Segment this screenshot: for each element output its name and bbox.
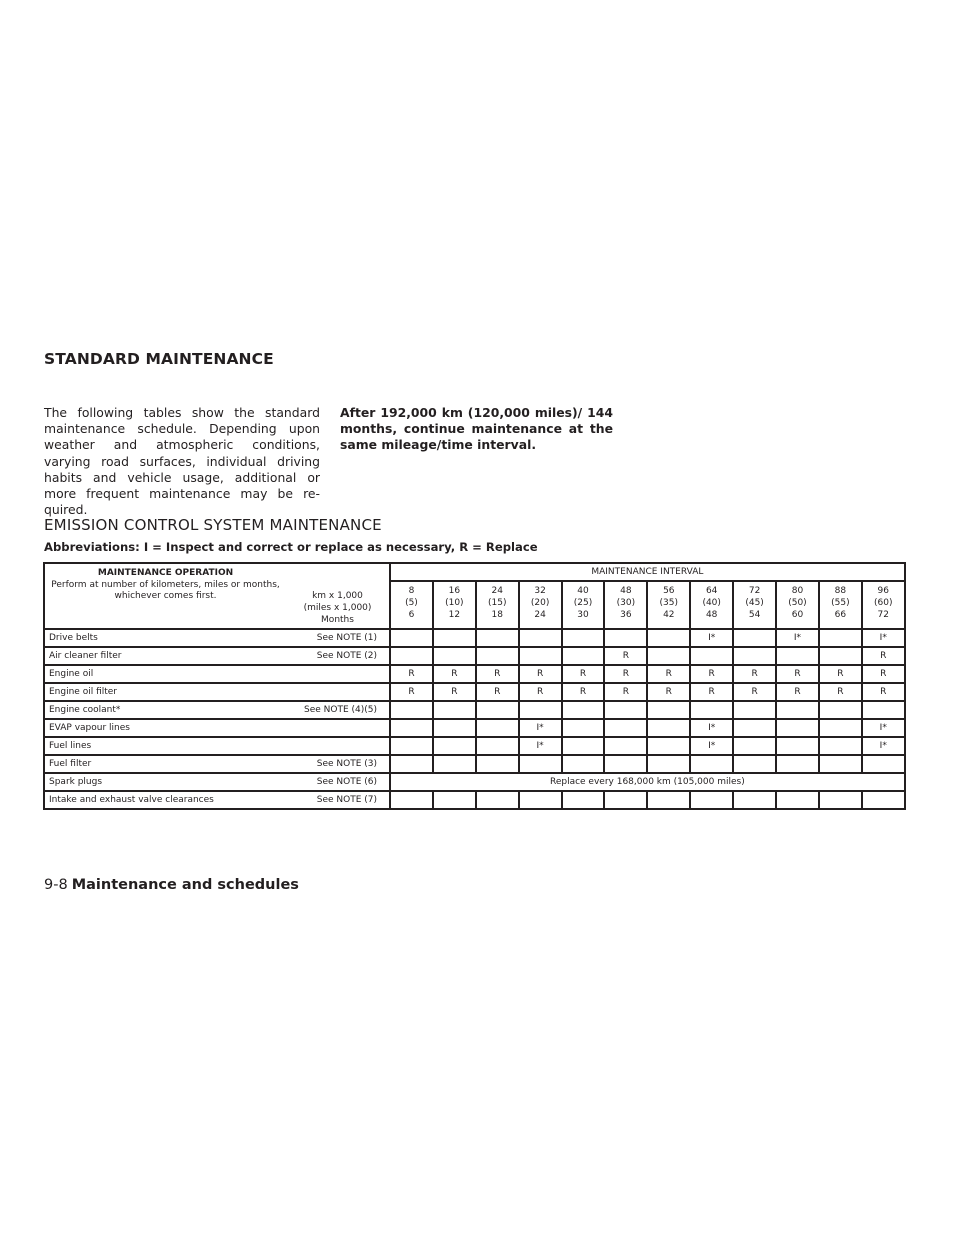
schedule-cell: [604, 701, 647, 719]
schedule-cell: R: [862, 665, 905, 683]
schedule-cell: [562, 791, 605, 809]
table-row: [44, 647, 905, 665]
schedule-cell: [862, 701, 905, 719]
schedule-cell: I*: [519, 719, 562, 737]
schedule-cell: [733, 719, 776, 737]
page-number: 9-8: [44, 877, 68, 893]
interval-km: 32: [534, 586, 546, 596]
schedule-cell: [776, 647, 819, 665]
interval-miles: (35): [659, 598, 679, 608]
maintenance-note: [286, 683, 390, 701]
schedule-cell: [604, 737, 647, 755]
schedule-cell: [776, 701, 819, 719]
schedule-cell: I*: [519, 737, 562, 755]
maintenance-item: Engine oil: [44, 665, 286, 683]
schedule-cell: R: [862, 647, 905, 665]
schedule-cell: R: [862, 683, 905, 701]
schedule-cell: [476, 755, 519, 773]
schedule-cell: [733, 755, 776, 773]
schedule-cell: R: [476, 665, 519, 683]
unit-km: km x 1,000: [312, 591, 363, 601]
schedule-cell: [604, 791, 647, 809]
schedule-cell: [433, 791, 476, 809]
schedule-cell: [476, 701, 519, 719]
maintenance-note: See NOTE (4)(5): [286, 701, 390, 719]
maintenance-note: See NOTE (3): [286, 755, 390, 773]
schedule-cell: I*: [862, 737, 905, 755]
maintenance-note: [286, 719, 390, 737]
interval-km: 96: [877, 586, 889, 596]
schedule-cell: I*: [862, 629, 905, 647]
schedule-cell: R: [476, 683, 519, 701]
schedule-cell: [776, 737, 819, 755]
table-row: [44, 665, 905, 683]
schedule-cell: [604, 629, 647, 647]
maintenance-note: See NOTE (2): [286, 647, 390, 665]
interval-months: 72: [877, 610, 889, 620]
unit-header: [286, 563, 390, 629]
schedule-cell: [433, 719, 476, 737]
interval-months: 36: [620, 610, 632, 620]
schedule-cell: [390, 737, 433, 755]
interval-months: 42: [663, 610, 675, 620]
schedule-cell: R: [604, 683, 647, 701]
continuation-note: After 192,000 km (120,000 miles)/ 144 months, continue maintenance at the same mileage/time interval.: [340, 405, 613, 453]
schedule-cell: R: [776, 665, 819, 683]
schedule-cell: [519, 791, 562, 809]
schedule-cell: [733, 647, 776, 665]
schedule-cell: [433, 701, 476, 719]
interval-km: 72: [748, 586, 761, 596]
schedule-cell: [562, 719, 605, 737]
schedule-cell: [519, 647, 562, 665]
schedule-cell: [690, 755, 733, 773]
interval-months: 48: [705, 610, 718, 620]
maintenance-note: See NOTE (7): [286, 791, 390, 809]
interval-km: 24: [491, 586, 503, 596]
schedule-cell: [776, 791, 819, 809]
interval-column-header: [476, 581, 519, 629]
table-row: [44, 791, 905, 809]
maintenance-item: EVAP vapour lines: [44, 719, 286, 737]
operation-title: MAINTENANCE OPERATION: [97, 568, 234, 578]
schedule-cell: [476, 737, 519, 755]
table-header-row: [44, 563, 905, 581]
table-row: [44, 719, 905, 737]
schedule-cell: [390, 701, 433, 719]
schedule-cell: [519, 755, 562, 773]
schedule-cell: [562, 755, 605, 773]
interval-miles: (25): [573, 598, 593, 608]
chapter-title: Maintenance and schedules: [71, 877, 299, 893]
table-row: [44, 755, 905, 773]
interval-header: MAINTENANCE INTERVAL: [390, 563, 905, 581]
interval-km: 88: [834, 586, 847, 596]
interval-column-header: [819, 581, 862, 629]
schedule-cell: I*: [690, 719, 733, 737]
schedule-cell: R: [776, 683, 819, 701]
operation-header: [44, 563, 286, 629]
schedule-cell: R: [819, 665, 862, 683]
interval-km: 8: [408, 586, 415, 596]
page-footer: [44, 877, 299, 893]
maintenance-note: [286, 665, 390, 683]
schedule-cell: R: [690, 683, 733, 701]
schedule-cell: [519, 629, 562, 647]
interval-column-header: [776, 581, 819, 629]
schedule-cell: [819, 737, 862, 755]
schedule-cell: [647, 701, 690, 719]
schedule-cell: R: [690, 665, 733, 683]
schedule-cell: [733, 629, 776, 647]
interval-column-header: [862, 581, 905, 629]
schedule-cell: [433, 629, 476, 647]
operation-description: Perform at number of kilometers, miles or months, whichever comes first.: [51, 579, 280, 601]
schedule-cell: [819, 629, 862, 647]
interval-column-header: [647, 581, 690, 629]
schedule-cell: [433, 647, 476, 665]
interval-miles: (45): [745, 598, 764, 608]
schedule-cell: [776, 719, 819, 737]
schedule-cell: I*: [690, 737, 733, 755]
schedule-cell: [390, 755, 433, 773]
interval-months: 54: [748, 610, 761, 620]
interval-km: 80: [791, 586, 804, 596]
schedule-cell: [819, 647, 862, 665]
schedule-cell: [733, 701, 776, 719]
interval-column-header: [733, 581, 776, 629]
table-row: [44, 629, 905, 647]
interval-months: 60: [791, 610, 804, 620]
interval-miles: (10): [445, 598, 464, 608]
maintenance-item: Engine oil filter: [44, 683, 286, 701]
schedule-cell: [862, 791, 905, 809]
table-heading: EMISSION CONTROL SYSTEM MAINTENANCE: [44, 516, 382, 534]
maintenance-item: Air cleaner filter: [44, 647, 286, 665]
abbreviations-legend: Abbreviations: I = Inspect and correct or replace as necessary, R = Replace: [44, 540, 538, 554]
schedule-cell: [604, 755, 647, 773]
schedule-cell: [562, 629, 605, 647]
table-row: [44, 773, 905, 791]
schedule-cell: [433, 737, 476, 755]
maintenance-item: Spark plugs: [44, 773, 286, 791]
interval-km: 16: [448, 586, 461, 596]
interval-column-header: [519, 581, 562, 629]
interval-miles: (20): [530, 598, 550, 608]
interval-column-header: [604, 581, 647, 629]
table-row: [44, 683, 905, 701]
interval-months: 6: [408, 610, 415, 620]
schedule-cell: R: [647, 665, 690, 683]
maintenance-note: See NOTE (1): [286, 629, 390, 647]
maintenance-note: See NOTE (6): [286, 773, 390, 791]
maintenance-item: Fuel lines: [44, 737, 286, 755]
interval-miles: (55): [831, 598, 850, 608]
schedule-cell: [433, 755, 476, 773]
schedule-cell: R: [433, 683, 476, 701]
schedule-cell: [819, 719, 862, 737]
schedule-cell: R: [562, 683, 605, 701]
interval-km: 40: [577, 586, 589, 596]
interval-miles: (5): [405, 598, 418, 608]
schedule-cell: R: [733, 665, 776, 683]
interval-months: 66: [834, 610, 847, 620]
interval-months: 12: [448, 610, 461, 620]
interval-km: 56: [663, 586, 675, 596]
schedule-cell: [776, 755, 819, 773]
interval-column-header: [690, 581, 733, 629]
schedule-cell: R: [433, 665, 476, 683]
schedule-cell: [690, 647, 733, 665]
interval-miles: (30): [616, 598, 636, 608]
schedule-cell: [390, 791, 433, 809]
schedule-cell: R: [562, 665, 605, 683]
schedule-cell: R: [604, 647, 647, 665]
schedule-cell: I*: [776, 629, 819, 647]
schedule-cell: [819, 791, 862, 809]
schedule-cell: [604, 719, 647, 737]
schedule-cell: [647, 755, 690, 773]
schedule-cell: [647, 629, 690, 647]
schedule-cell: [819, 701, 862, 719]
maintenance-item: Intake and exhaust valve clearances: [44, 791, 286, 809]
interval-miles: (15): [487, 598, 507, 608]
schedule-cell: [562, 647, 605, 665]
schedule-cell: [476, 647, 519, 665]
schedule-cell: R: [390, 683, 433, 701]
interval-column-header: [433, 581, 476, 629]
replacement-interval-text: Replace every 168,000 km (105,000 miles): [390, 773, 905, 791]
table-row: [44, 701, 905, 719]
maintenance-item: Engine coolant*: [44, 701, 286, 719]
schedule-cell: R: [390, 665, 433, 683]
schedule-cell: [647, 719, 690, 737]
schedule-cell: R: [519, 665, 562, 683]
schedule-cell: [647, 737, 690, 755]
schedule-cell: [862, 755, 905, 773]
schedule-cell: I*: [862, 719, 905, 737]
table-row: [44, 737, 905, 755]
maintenance-note: [286, 737, 390, 755]
schedule-cell: [562, 737, 605, 755]
schedule-cell: I*: [690, 629, 733, 647]
maintenance-item: Drive belts: [44, 629, 286, 647]
schedule-cell: [647, 647, 690, 665]
interval-km: 48: [620, 586, 632, 596]
schedule-cell: R: [519, 683, 562, 701]
schedule-cell: [690, 701, 733, 719]
schedule-cell: [819, 755, 862, 773]
schedule-cell: [733, 791, 776, 809]
interval-months: 18: [491, 610, 503, 620]
schedule-cell: [390, 629, 433, 647]
interval-miles: (40): [702, 598, 721, 608]
interval-column-header: [562, 581, 605, 629]
schedule-cell: [733, 737, 776, 755]
interval-miles: (60): [874, 598, 893, 608]
interval-months: 24: [534, 610, 546, 620]
schedule-cell: [690, 791, 733, 809]
maintenance-item: Fuel filter: [44, 755, 286, 773]
schedule-cell: R: [733, 683, 776, 701]
interval-column-header: [390, 581, 433, 629]
schedule-cell: [476, 629, 519, 647]
unit-miles: (miles x 1,000): [303, 603, 372, 613]
interval-months: 30: [577, 610, 589, 620]
schedule-cell: [476, 791, 519, 809]
schedule-cell: R: [819, 683, 862, 701]
schedule-cell: [519, 701, 562, 719]
schedule-cell: [390, 647, 433, 665]
interval-km: 64: [705, 586, 718, 596]
schedule-cell: [647, 791, 690, 809]
intro-paragraph: The following tables show the standard maintenance schedule. Depending upon weather and atmospheric conditions, varying road surfaces, individual driving habits and vehicle usage, additional or more frequent maintenance may be re-quired.: [44, 405, 320, 518]
section-heading: STANDARD MAINTENANCE: [44, 350, 274, 368]
interval-miles: (50): [788, 598, 807, 608]
schedule-cell: [390, 719, 433, 737]
schedule-cell: [562, 701, 605, 719]
unit-months: Months: [321, 615, 354, 625]
maintenance-schedule-table: [43, 562, 906, 810]
schedule-cell: R: [647, 683, 690, 701]
schedule-cell: [476, 719, 519, 737]
schedule-cell: R: [604, 665, 647, 683]
